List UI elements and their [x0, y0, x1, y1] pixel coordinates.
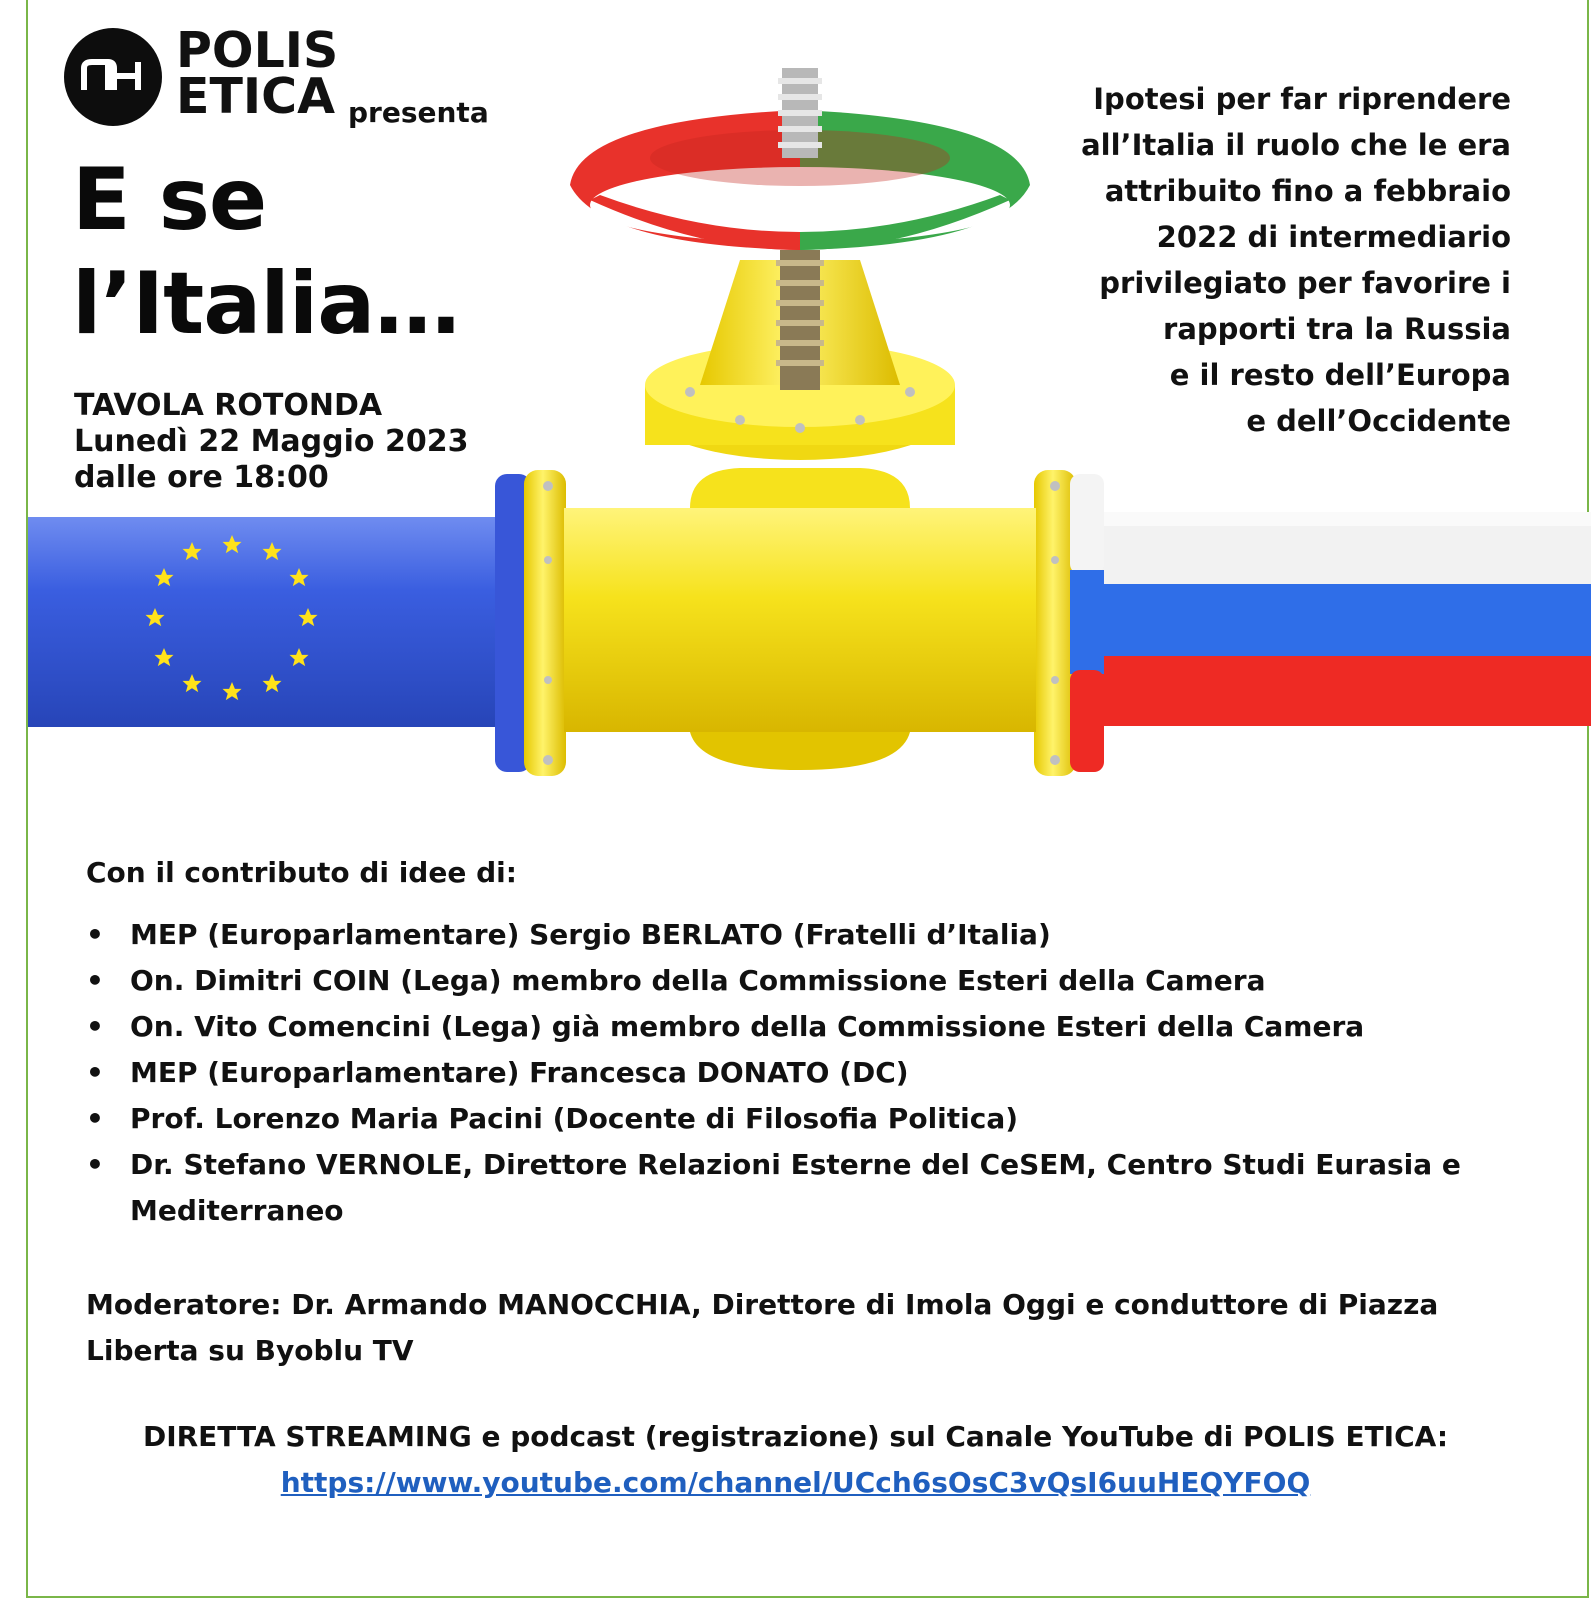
valve-body: [564, 508, 1036, 732]
gas-pipeline-valve-illustration: [0, 60, 1591, 780]
logo-line-1: POLIS: [176, 22, 339, 79]
list-item: • On. Dimitri COIN (Lega) membro della Commissione Esteri della Camera: [86, 958, 1526, 1004]
title-line-2: l’Italia…: [72, 254, 460, 354]
speaker-list: [86, 912, 1526, 1234]
tagline-line: Ipotesi per far riprendere: [1093, 82, 1511, 116]
russia-pipe: [1100, 512, 1591, 726]
title-line-1: E se: [72, 150, 267, 250]
right-flange-russia: [1070, 474, 1104, 772]
tagline-line: rapporti tra la Russia: [1163, 312, 1511, 346]
list-item: • Dr. Stefano VERNOLE, Direttore Relazioni Esterne del CeSEM, Centro Studi Eurasia e Mediterraneo: [86, 1142, 1526, 1234]
list-item: • MEP (Europarlamentare) Sergio BERLATO (Fratelli d’Italia): [86, 912, 1526, 958]
event-time: dalle ore 18:00: [74, 460, 329, 495]
right-flange-yellow: [1034, 470, 1076, 776]
left-flange-yellow: [524, 470, 566, 776]
spindle-top: [778, 68, 822, 158]
valve-stem: [776, 250, 824, 390]
tagline-line: attribuito fino a febbraio: [1104, 174, 1511, 208]
moderator-text: Moderatore: Dr. Armando MANOCCHIA, Direttore di Imola Oggi e conduttore di Piazza Liberta su Byoblu TV: [86, 1288, 1439, 1367]
youtube-channel-link[interactable]: https://www.youtube.com/channel/UCch6sOsC3vQsI6uuHEQYFOQ: [280, 1466, 1311, 1499]
tagline-line: all’Italia il ruolo che le era: [1081, 128, 1511, 162]
event-date: Lunedì 22 Maggio 2023: [74, 424, 469, 459]
presenta-label: presenta: [348, 96, 489, 129]
tagline-line: e il resto dell’Europa: [1169, 358, 1511, 392]
streaming-info: [40, 1414, 1551, 1506]
tagline-line: 2022 di intermediario: [1156, 220, 1511, 254]
tagline-line: e dell’Occidente: [1246, 404, 1511, 438]
tagline-line: privilegiato per favorire i: [1099, 266, 1511, 300]
logo-line-2: ETICA: [176, 68, 336, 125]
list-item: • MEP (Europarlamentare) Francesca DONATO (DC): [86, 1050, 1526, 1096]
list-item: • Prof. Lorenzo Maria Pacini (Docente di Filosofia Politica): [86, 1096, 1526, 1142]
eu-pipe: [28, 517, 498, 727]
contributors-heading: Con il contributo di idee di:: [86, 856, 517, 889]
list-item: • On. Vito Comencini (Lega) già membro della Commissione Esteri della Camera: [86, 1004, 1526, 1050]
streaming-text: DIRETTA STREAMING e podcast (registrazione) sul Canale YouTube di POLIS ETICA:: [142, 1420, 1449, 1453]
event-type: TAVOLA ROTONDA: [74, 388, 383, 423]
